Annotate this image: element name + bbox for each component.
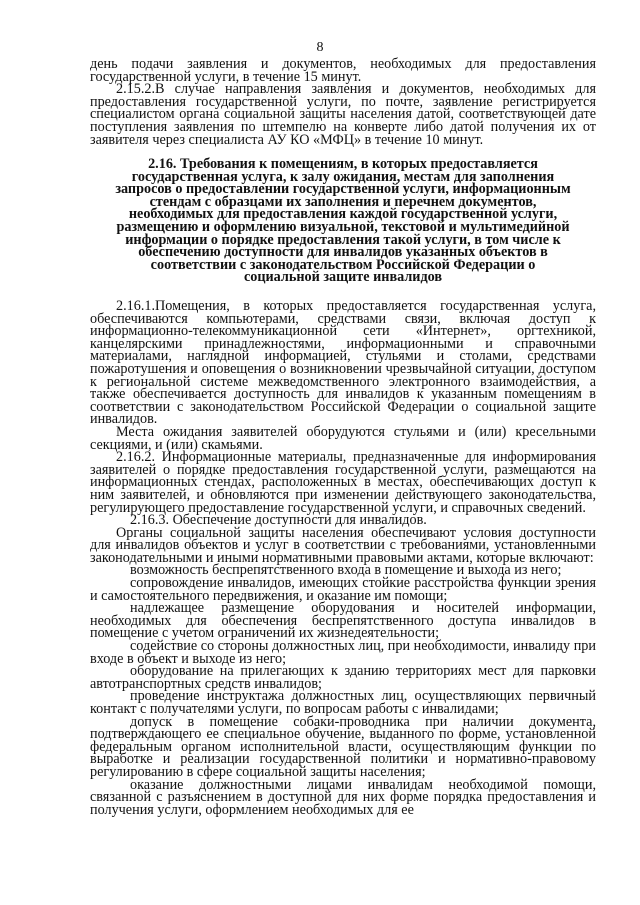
list-item: проведение инструктажа должностных лиц, осуществляющих первичный контакт с получателями услуги, по вопросам работы с инвалидами; xyxy=(90,688,596,717)
paragraph: 2.16.2. Информационные материалы, предназначенные для информирования заявителей о порядке предоставления государственной услуги, размещаются на информационных стендах, расположенных в местах, обеспечивающих доступ к ним заявителей, и обновляются при изменении действующего законодательства, регулирующего предоставление государственной услуги, и справочных сведений. xyxy=(90,449,596,516)
list-item: содействие со стороны должностных лиц, при необходимости, инвалиду при входе в объект и выходе из него; xyxy=(90,638,596,667)
list-item: оказание должностными лицами инвалидам необходимой помощи, связанной с разъяснением в доступной для них форме порядка предоставления и получения услуги, оформлением необходимых для ее xyxy=(90,776,596,818)
list-item: сопровождение инвалидов, имеющих стойкие расстройства функции зрения и самостоятельного передвижения, и оказание им помощи; xyxy=(90,575,596,604)
paragraph: Места ожидания заявителей оборудуются стульями и (или) кресельными секциями, и (или) скамьями. xyxy=(90,423,596,453)
paragraph: 2.15.2.В случае направления заявления и документов, необходимых для предоставления государственной услуги, по почте, заявление регистрируется специалистом органа социальной защиты населения датой, соответствующей дате поступления заявления по штемпелю на конверте либо датой получения их от заявителя через специалиста АУ КО «МФЦ» в течение 10 минут. xyxy=(90,81,596,148)
paragraph: 2.16.1.Помещения, в которых предоставляется государственная услуга, обеспечиваются компьютерами, средствами связи, включая доступ к информационно-телекоммуникационной сети «Интернет», оргтехникой, канцелярскими принадлежностями, информационными и справочными материалами, наглядной информацией, стульями и столами, средствами пожаротушения и оповещения о возникновении чрезвычайной ситуации, доступом к региональной системе межведомственного электронного взаимодействия, а также обеспечивается доступность для инвалидов к указанным помещениям в соответствии с законодательством Российской Федерации о социальной защите инвалидов. xyxy=(90,298,596,428)
section-heading: 2.16. Требования к помещениям, в которых предоставляется государственная услуга, к залу ожидания, местам для заполнения запросов о предоставлении государственной услуги, информационным стендам с образцами их заполнения и перечнем документов, необходимых для предоставления каждой государственной услуги, размещению и оформлению визуальной, текстовой и мультимедийной информации о порядке предоставления такой услуги, в том числе к обеспечению доступности для инвалидов указанных объектов в соответствии с законодательством Российской Федерации о социальной защите инвалидов xyxy=(115,156,571,286)
main-section xyxy=(90,300,596,816)
list-item: оборудование на прилегающих к зданию территориях мест для парковки автотранспортных средств инвалидов; xyxy=(90,663,596,692)
paragraph: Органы социальной защиты населения обеспечивают условия доступности для инвалидов объектов и услуг в соответствии с требованиями, установленными законодательными и иными нормативными правовыми актами, которые включают: xyxy=(90,524,596,566)
list-item: возможность беспрепятственного входа в помещение и выхода из него; xyxy=(130,562,562,579)
paragraph: 2.16.3. Обеспечение доступности для инвалидов. xyxy=(130,512,427,529)
top-section xyxy=(90,58,596,146)
page-number: 8 xyxy=(316,40,324,55)
list-item: допуск в помещение собаки-проводника при наличии документа, подтверждающего ее специальное обучение, выданного по форме, установленной федеральным органом исполнительной власти, осуществляющим функции по выработке и реализации государственной политики и нормативно-правовому регулированию в сфере социальной защиты населения; xyxy=(90,713,596,780)
list-item: надлежащее размещение оборудования и носителей информации, необходимых для обеспечения беспрепятственного доступа инвалидов в помещение с учетом ограничений их жизнедеятельности; xyxy=(90,600,596,642)
paragraph: день подачи заявления и документов, необходимых для предоставления государственной услуги, в течение 15 минут. xyxy=(90,56,596,85)
